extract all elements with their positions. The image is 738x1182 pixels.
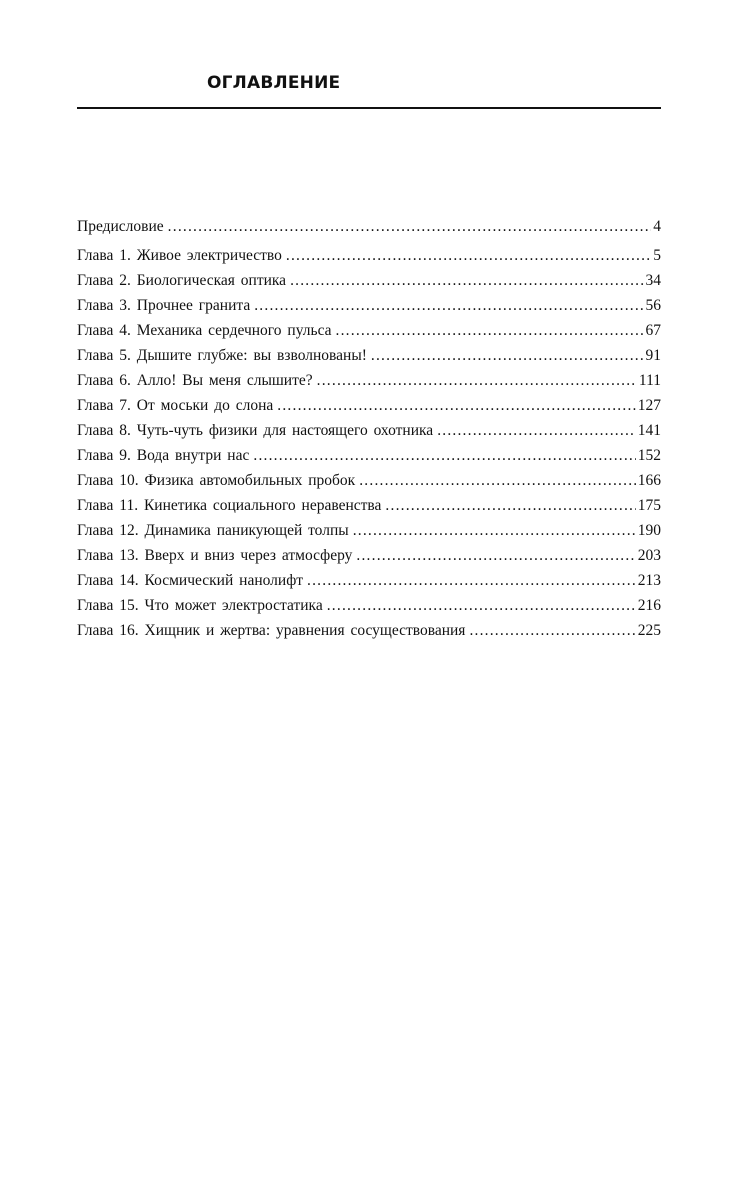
toc-entry-page: 91 [645, 347, 661, 364]
toc-entry-title: Глава 12. Динамика паникующей толпы [77, 522, 349, 539]
toc-entry-title: Глава 1. Живое электричество [77, 247, 282, 264]
toc-entry-title: Глава 10. Физика автомобильных пробок [77, 472, 356, 489]
toc-entry-page: 67 [645, 322, 661, 339]
toc-entry-title: Глава 3. Прочнее гранита [77, 297, 251, 314]
toc-entry-title: Глава 15. Что может электростатика [77, 597, 323, 614]
toc-entry [77, 214, 661, 239]
toc-entry-title: Предисловие [77, 218, 164, 235]
toc-entry-page: 216 [637, 597, 661, 614]
dot-leader [290, 268, 643, 293]
toc-entry-page: 166 [637, 472, 661, 489]
toc-entry-title: Глава 6. Алло! Вы меня слышите? [77, 372, 313, 389]
dot-leader [286, 243, 651, 268]
toc-entry-page: 5 [653, 247, 661, 264]
toc-entry [77, 543, 661, 568]
dot-leader [469, 618, 635, 643]
dot-leader [327, 593, 636, 618]
toc-entry-title: Глава 5. Дышите глубже: вы взволнованы! [77, 347, 367, 364]
toc-entry-page: 203 [637, 547, 661, 564]
toc-entry [77, 393, 661, 418]
toc-entry [77, 368, 661, 393]
toc-entry [77, 243, 661, 268]
toc-entry-page: 34 [645, 272, 661, 289]
toc-entry-page: 141 [637, 422, 661, 439]
toc-entry-title: Глава 13. Вверх и вниз через атмосферу [77, 547, 353, 564]
toc-entry-page: 225 [637, 622, 661, 639]
toc-entry-page: 4 [653, 218, 661, 235]
title-divider [77, 107, 661, 109]
dot-leader [336, 318, 644, 343]
toc-entry [77, 443, 661, 468]
toc-entry-title: Глава 4. Механика сердечного пульса [77, 322, 332, 339]
toc-entry [77, 468, 661, 493]
dot-leader [359, 468, 636, 493]
dot-leader [353, 518, 636, 543]
toc-entry-page: 213 [637, 572, 661, 589]
toc-entry-title: Глава 8. Чуть-чуть физики для настоящего охотника [77, 422, 434, 439]
dot-leader [385, 493, 635, 518]
toc-entry-page: 56 [645, 297, 661, 314]
toc-entry-page: 190 [637, 522, 661, 539]
toc-entry-title: Глава 2. Биологическая оптика [77, 272, 287, 289]
toc-entry [77, 343, 661, 368]
toc-entry [77, 318, 661, 343]
toc-entry [77, 493, 661, 518]
toc-entry-page: 152 [637, 447, 661, 464]
toc-entry-page: 111 [638, 372, 661, 389]
dot-leader [437, 418, 636, 443]
toc-entry [77, 518, 661, 543]
toc-entry-title: Глава 7. От моськи до слона [77, 397, 274, 414]
dot-leader [371, 343, 644, 368]
table-of-contents [77, 214, 661, 643]
toc-entry-title: Глава 11. Кинетика социального неравенства [77, 497, 382, 514]
toc-entry [77, 593, 661, 618]
dot-leader [307, 568, 636, 593]
dot-leader [254, 293, 643, 318]
toc-entry-page: 175 [637, 497, 661, 514]
toc-entry [77, 618, 661, 643]
toc-entry-title: Глава 14. Космический нанолифт [77, 572, 304, 589]
page-title: ОГЛАВЛЕНИЕ [207, 73, 341, 93]
toc-entry-title: Глава 9. Вода внутри нас [77, 447, 250, 464]
toc-entry [77, 418, 661, 443]
dot-leader [317, 368, 637, 393]
toc-entry [77, 568, 661, 593]
toc-entry-page: 127 [637, 397, 661, 414]
dot-leader [356, 543, 635, 568]
dot-leader [168, 214, 652, 239]
toc-entry [77, 268, 661, 293]
dot-leader [253, 443, 635, 468]
dot-leader [277, 393, 635, 418]
toc-entry-title: Глава 16. Хищник и жертва: уравнения сосуществования [77, 622, 466, 639]
toc-entry [77, 293, 661, 318]
